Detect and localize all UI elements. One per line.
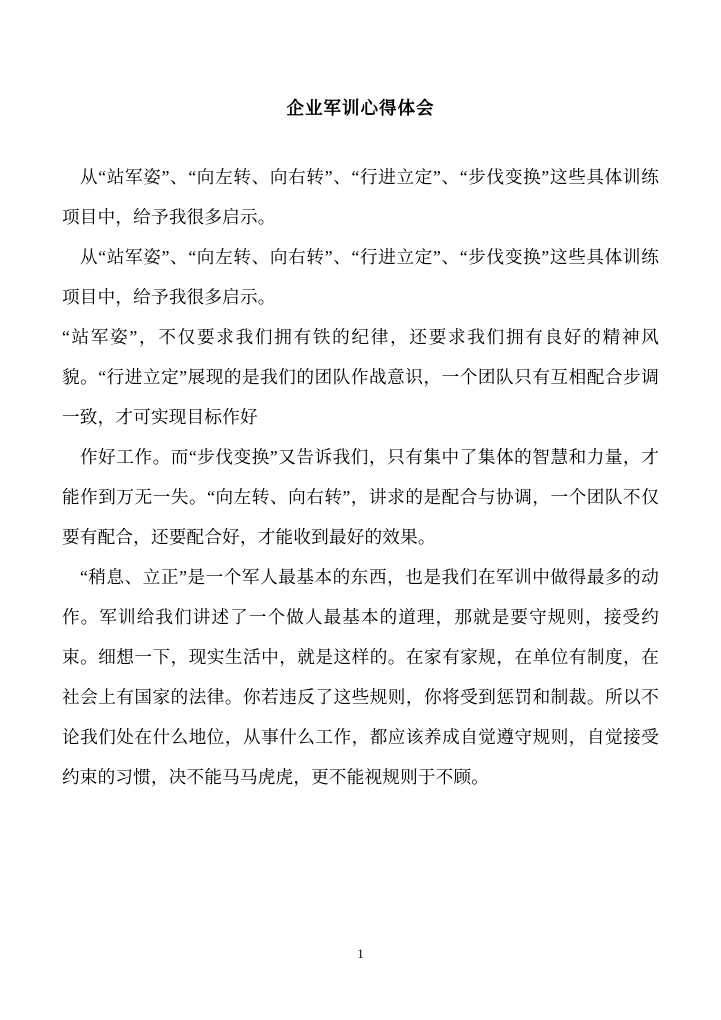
- paragraph: 作好工作。而“步伐变换”又告诉我们，只有集中了集体的智慧和力量，才能作到万无一失。“向左转、向右转”，讲求的是配合与协调，一个团队不仅要有配合，还要配合好，才能收到最好的效果。: [62, 447, 659, 547]
- paragraph: 从“站军姿”、“向左转、向右转”、“行进立定”、“步伐变换”这些具体训练项目中，给予我很多启示。: [62, 167, 659, 227]
- page-title: 企业军训心得体会: [286, 98, 435, 118]
- document-body: [62, 157, 659, 797]
- paragraph: 从“站军姿”、“向左转、向右转”、“行进立定”、“步伐变换”这些具体训练项目中，给予我很多启示。: [62, 247, 659, 307]
- paragraph: “站军姿”，不仅要求我们拥有铁的纪律，还要求我们拥有良好的精神风貌。“行进立定”展现的是我们的团队作战意识，一个团队只有互相配合步调一致，才可实现目标作好: [62, 327, 659, 427]
- paragraph: “稍息、立正”是一个军人最基本的东西，也是我们在军训中做得最多的动作。军训给我们讲述了一个做人最基本的道理，那就是要守规则，接受约束。细想一下，现实生活中，就是这样的。在家有家规，在单位有制度，在社会上有国家的法律。你若违反了这些规则，你将受到惩罚和制裁。所以不论我们处在什么地位，从事什么工作，都应该养成自觉遵守规则，自觉接受约束的习惯，决不能马马虎虎，更不能视规则于不顾。: [62, 567, 659, 787]
- page-number: 1: [357, 946, 364, 961]
